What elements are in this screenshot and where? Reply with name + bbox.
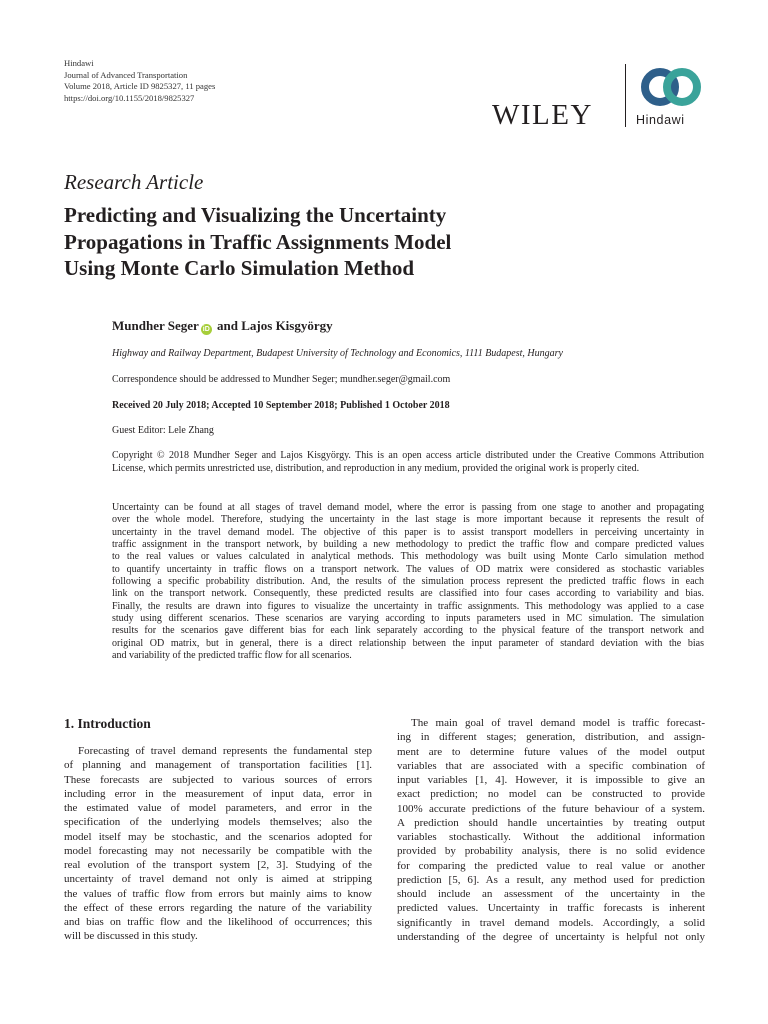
doi-link[interactable]: https://doi.org/10.1155/2018/9825327	[64, 92, 195, 103]
title-line: Using Monte Carlo Simulation Method	[64, 256, 415, 280]
abstract-line: Finally, the results are drawn into figures to visualize the uncertainty in traffic assignments. This methodology was applied to a case	[112, 600, 704, 612]
body-line: ing in different stages; generation, distribution, and assign-	[397, 731, 705, 744]
author-list	[112, 318, 333, 335]
abstract-line: to quantify uncertainty in traffic flows on a transport network. The values of OD matrix were considered as stochastic variables	[112, 563, 704, 575]
body-line: model forecasting may not necessarily be compatible with the	[64, 844, 372, 857]
body-line: will be discussed in this study.	[64, 930, 198, 943]
body-line: specification of the underlying models themselves; also the	[64, 816, 372, 829]
body-line: The main goal of travel demand model is traffic forecast-	[411, 717, 705, 729]
abstract-line: Uncertainty can be found at all stages of travel demand model, where the error is passing from one stage to another and propagating	[112, 502, 704, 513]
abstract	[112, 502, 704, 662]
abstract-line: following a specific probability distribution. And, the results of the simulation process represent the predicted traffic flows in each	[112, 576, 704, 588]
body-line: ment are to determine future values of the model output	[397, 745, 705, 758]
body-line: significantly in travel demand models. Accordingly, a solid	[397, 916, 705, 929]
hindawi-rings-icon	[638, 64, 706, 110]
intro-left-column	[64, 744, 372, 944]
abstract-line: link on the transport network. Consequently, these predicted results are classified into four cases according to variability and bias.	[112, 588, 704, 600]
body-line: understanding of the degree of uncertainty is helpful not only	[397, 930, 705, 943]
publication-dates: Received 20 July 2018; Accepted 10 September 2018; Published 1 October 2018	[112, 400, 450, 411]
body-line: model itself may be stochastic, and the scenarios adopted for	[64, 830, 372, 843]
paper-title	[64, 202, 584, 282]
section-heading: 1. Introduction	[64, 716, 151, 731]
body-line: 100% accurate predictions of the future behaviour of a system.	[397, 802, 705, 815]
body-line: for comparing the predicted value to real value or another	[397, 859, 705, 872]
publisher-name: Hindawi	[64, 58, 94, 68]
abstract-line: study using different scenarios. These scenarios are varying according to inputs parameters used in MC simulation. The simulation	[112, 613, 704, 625]
wiley-logo: WILEY	[492, 99, 593, 131]
journal-metadata	[64, 58, 215, 104]
body-line: and bias on traffic flow and the likelihood of occurrences; this	[64, 916, 372, 928]
logo-divider	[625, 64, 626, 127]
abstract-line: over the whole model. Therefore, studying the uncertainty in the last stage is more important because it represents the result of	[112, 514, 704, 526]
body-line: should include an assessment of the uncertainty in the	[397, 888, 705, 900]
article-type: Research Article	[64, 170, 204, 194]
body-line: A prediction should handle uncertainties by treating output	[397, 816, 705, 829]
body-line: including error in the measurement of input data, error in	[64, 787, 372, 800]
journal-name: Journal of Advanced Transportation	[64, 69, 188, 80]
hindawi-logo-text: Hindawi	[636, 113, 685, 127]
body-line: exact prediction; no model can be constructed to provide	[397, 788, 705, 801]
correspondence: Correspondence should be addressed to Mundher Seger; mundher.seger@gmail.com	[112, 374, 451, 385]
body-line: predicted values. Uncertainty in traffic forecasts is inherent	[397, 902, 705, 915]
guest-editor: Guest Editor: Lele Zhang	[112, 425, 214, 436]
abstract-line: original OD matrix, but in general, there is a direct relationship between the input parameter of standard deviation with the bias	[112, 637, 704, 649]
body-line: provided by probability analysis, there is no solid evidence	[397, 845, 705, 858]
body-line: prediction [5, 6]. As a result, any method used for prediction	[397, 873, 705, 886]
title-line: Predicting and Visualizing the Uncertainty	[64, 203, 447, 227]
orcid-icon[interactable]: iD	[202, 326, 210, 333]
abstract-line: results for the scenarios gave different bias for each link separately according to the physical feature of the transport network and	[112, 625, 704, 637]
body-line: the values of traffic flow from errors but mainly aims to know	[64, 887, 372, 900]
body-line: the estimated value of model parameters, and error in the	[64, 802, 372, 814]
body-line: Forecasting of travel demand represents the fundamental step	[78, 745, 372, 757]
intro-right-column	[397, 716, 705, 944]
body-line: the effect of these errors regarding the nature of the variability	[64, 901, 372, 914]
abstract-line: traffic assignment in the transport network, by building a new methodology to predict the traffic flow and compare predicted values	[112, 539, 704, 551]
abstract-line: to the real values or values calculated in analytical methods. This methodology was built using Monte Carlo simulation method	[112, 551, 704, 563]
body-line: uncertainty of travel demand not only is aimed at stripping	[64, 873, 372, 886]
copyright-notice: Copyright © 2018 Mundher Seger and Lajos Kisgyörgy. This is an open access article distributed under the Creative Commons Attribution License, which permits unrestricted use, distribution, and reproduction in any medium, provided the original work is properly cited.	[112, 450, 704, 474]
volume-info: Volume 2018, Article ID 9825327, 11 pages	[64, 81, 216, 92]
title-line: Propagations in Traffic Assignments Model	[64, 229, 452, 254]
body-line: variables that are associated with a specific combination of	[397, 759, 705, 772]
author-name[interactable]: Mundher Seger	[112, 318, 199, 333]
author-name[interactable]: and Lajos Kisgyörgy	[213, 318, 333, 333]
abstract-line: and variability of the predicted traffic flow for all scenarios.	[112, 650, 352, 662]
body-line: input variables [1, 4]. However, it is impossible to give an	[397, 774, 705, 786]
affiliation: Highway and Railway Department, Budapest University of Technology and Economics, 1111 Budapest, Hungary	[112, 348, 563, 359]
abstract-line: uncertainty in the travel demand model. The objective of this paper is to assist transport modellers in perceiving uncertainty in	[112, 526, 704, 538]
body-line: These forecasts are subjected to various sources of errors	[64, 773, 372, 786]
body-line: variables stochastically. Without the additional information	[397, 831, 705, 843]
body-line: of planning and management of transportation facilities [1].	[64, 759, 372, 772]
body-line: real evolution of the transport system [2, 3]. Studying of the	[64, 859, 372, 871]
